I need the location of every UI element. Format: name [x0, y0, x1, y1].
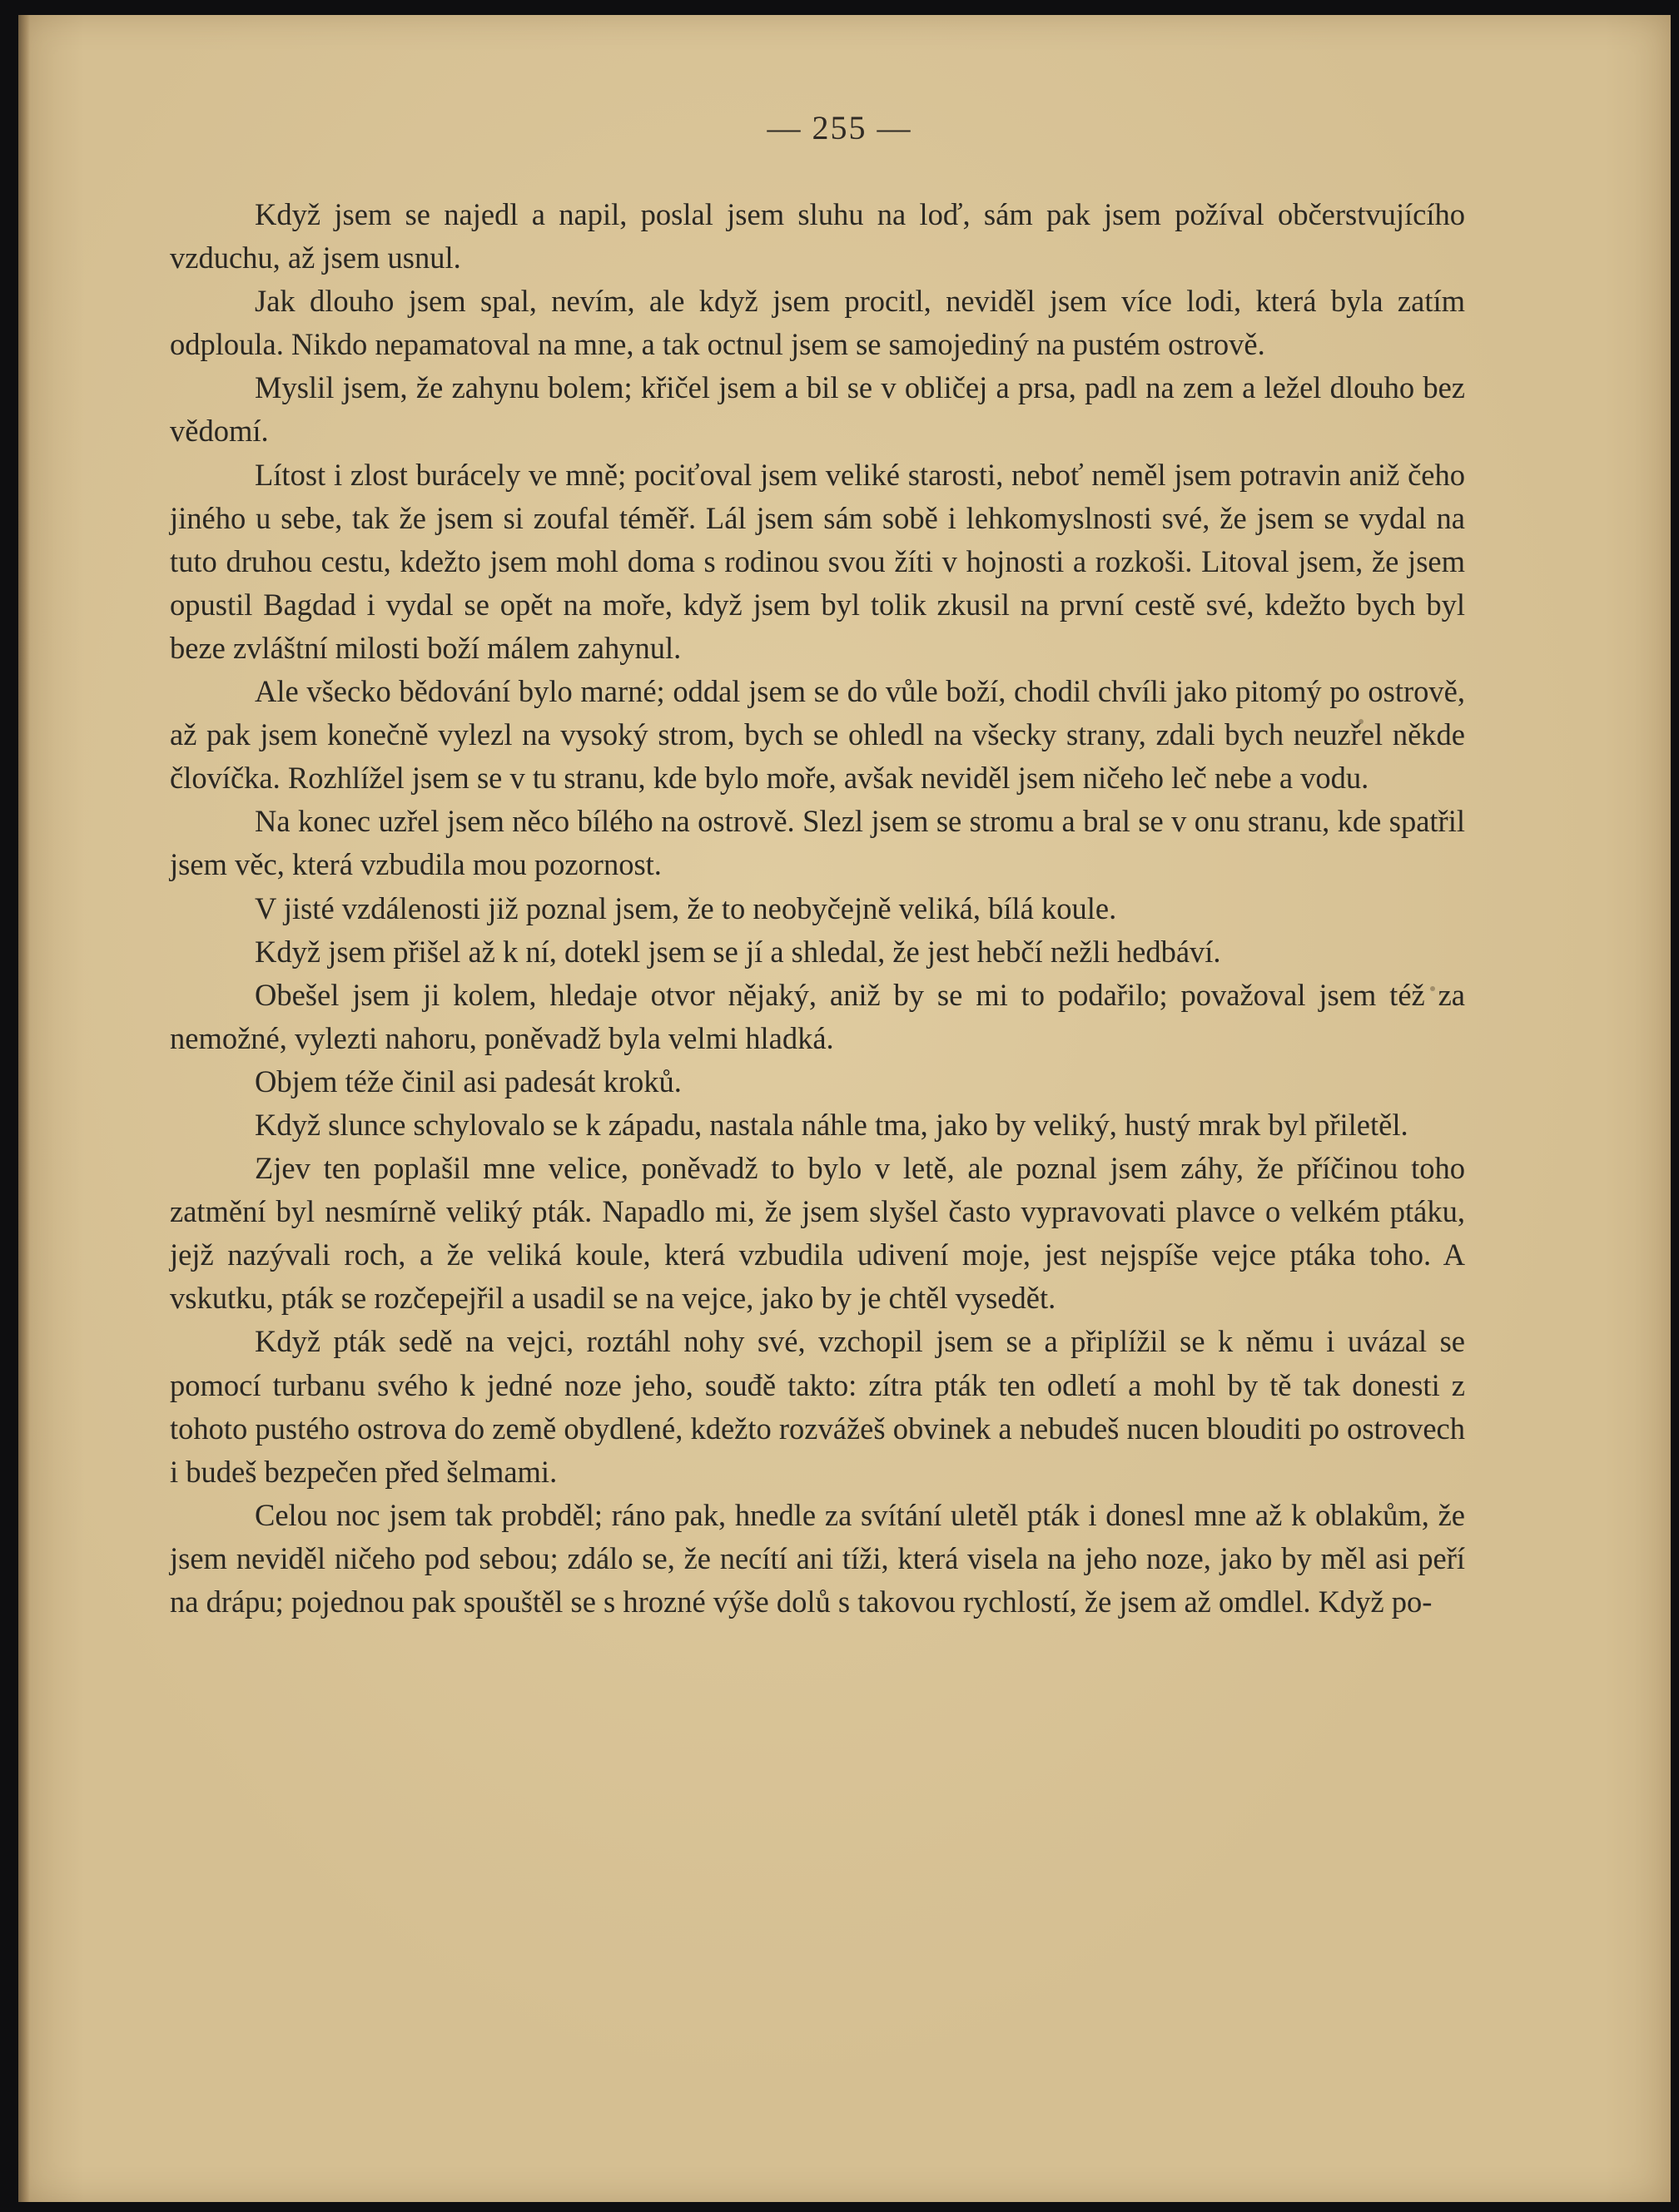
- paragraph: Objem téže činil asi padesát kroků.: [255, 1064, 682, 1099]
- paragraph: Ale všecko bědování bylo marné; oddal jsem se do vůle boží, chodil chvíli jako pitomý po ostrově, až pak jsem konečně vylezl na vysoký strom, bych se ohledl na všecky strany, zdali bych neuzřel někde človíčka. Rozhlížel jsem se v tu stranu, kde bylo moře, avšak neviděl jsem ničeho leč nebe a vodu.: [170, 674, 1465, 796]
- paragraph: Když jsem se najedl a napil, poslal jsem sluhu na loď, sám pak jsem požíval občerstvujícího vzduchu, až jsem usnul.: [170, 197, 1465, 275]
- paragraph: Když pták sedě na vejci, roztáhl nohy své, vzchopil jsem se a připlížil se k němu i uvázal se pomocí turbanu svého k jedné noze jeho, souđě takto: zítra pták ten odletí a mohl by tě tak donesti z tohoto pustého ostrova do země obydlené, kdežto rozvážeš obvinek a nebudeš nucen blouditi po ostrovech i budeš bezpečen před šelmami.: [170, 1324, 1465, 1489]
- paragraph: Když jsem přišel až k ní, dotekl jsem se jí a shledal, že jest hebčí nežli hedbáví.: [255, 934, 1221, 969]
- page-number: — 255 —: [767, 109, 912, 146]
- paragraph: V jisté vzdálenosti již poznal jsem, že to neobyčejně veliká, bílá koule.: [255, 890, 1117, 925]
- paragraph: Zjev ten poplašil mne velice, poněvadž to bylo v letě, ale poznal jsem záhy, že příčinou toho zatmění byl nesmírně veliký pták. Napadlo mi, že jsem slyšel často vypravovati plavce o velkém ptáku, jejž nazývali roch, a že veliká koule, která vzbudila udivení moje, jest nejspíše vejce ptáka toho. A vskutku, pták se rozčepejřil a usadil se na vejce, jako by je chtěl vysedět.: [170, 1151, 1465, 1316]
- paragraph: Jak dlouho jsem spal, nevím, ale když jsem procitl, neviděl jsem více lodi, která byla zatím odploula. Nikdo nepamatoval na mne, a tak octnul jsem se samojediný na pustém ostrově.: [170, 284, 1465, 362]
- paragraph: Celou noc jsem tak probděl; ráno pak, hnedle za svítání uletěl pták i donesl mne až k oblakům, že jsem neviděl ničeho pod sebou; zdálo se, že necítí ani tíži, která visela na jeho noze, jako by měl asi peří na drápu; pojednou pak spouštěl se s hrozné výše dolů s takovou rychlostí, že jsem až omdlel. Když po-: [170, 1497, 1465, 1619]
- paragraph: Lítost i zlost burácely ve mně; pociťoval jsem veliké starosti, neboť neměl jsem potravin aniž čeho jiného u sebe, tak že jsem si zoufal téměř. Lál jsem sám sobě i lehkomyslnosti své, že jsem se vydal na tuto druhou cestu, kdežto jsem mohl doma s rodinou svou žíti v hojnosti a rozkoši. Litoval jsem, že jsem opustil Bagdad i vydal se opět na moře, když jsem byl tolik zkusil na první cestě své, kdežto bych byl beze zvláštní milosti boží málem zahynul.: [170, 457, 1465, 665]
- paragraph: Myslil jsem, že zahynu bolem; křičel jsem a bil se v obličej a prsa, padl na zem a ležel dlouho bez vědomí.: [170, 370, 1465, 449]
- page-gutter-shadow: [18, 15, 30, 2202]
- body-text: [170, 193, 1465, 1624]
- paragraph: Na konec uzřel jsem něco bílého na ostrově. Slezl jsem se stromu a bral se v onu stranu, kde spatřil jsem věc, která vzbudila mou pozornost.: [170, 804, 1465, 882]
- paragraph: Když slunce schylovalo se k západu, nastala náhle tma, jako by veliký, hustý mrak byl přiletěl.: [255, 1107, 1408, 1142]
- ink-speck: [1359, 719, 1364, 724]
- paragraph: Obešel jsem ji kolem, hledaje otvor nějaký, aniž by se mi to podařilo; považoval jsem též za nemožné, vylezti nahoru, poněvadž byla velmi hladká.: [170, 977, 1465, 1055]
- ink-speck: [1430, 986, 1435, 991]
